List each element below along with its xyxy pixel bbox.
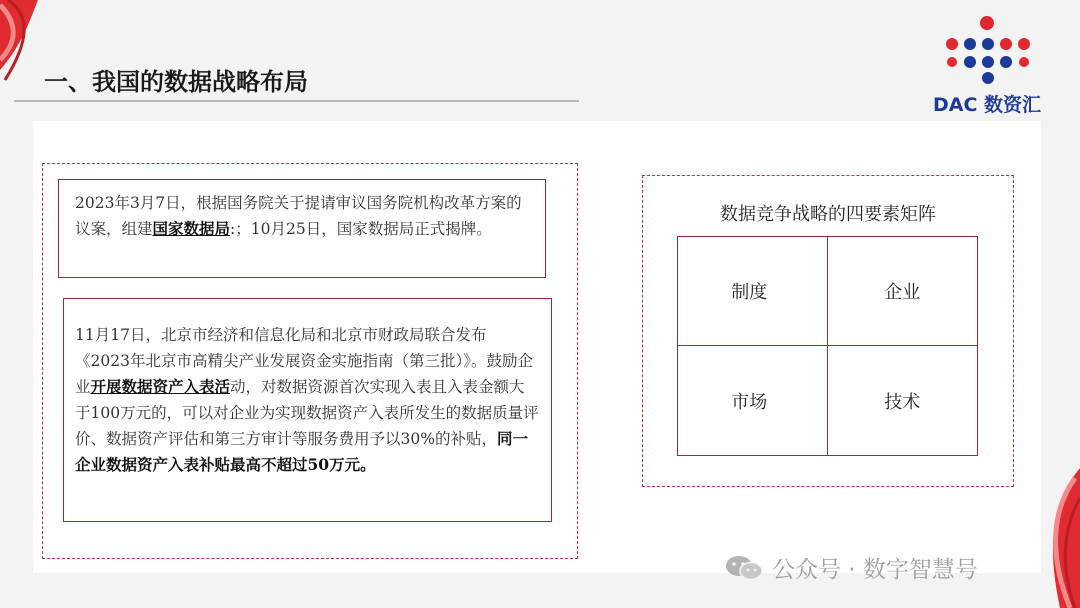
logo-text: DAC 数资汇 xyxy=(933,94,1042,116)
four-element-matrix xyxy=(677,236,978,456)
watermark-text: 公众号 · 数字智慧号 xyxy=(772,557,978,583)
red-ribbon-decoration xyxy=(1035,468,1080,608)
wechat-watermark xyxy=(724,551,978,584)
matrix-cell-market: 市场 xyxy=(678,346,828,455)
emphasis-data-asset-activity: 开展数据资产入表活 xyxy=(90,377,231,396)
wechat-icon xyxy=(724,554,764,582)
matrix-cell-institution: 制度 xyxy=(678,237,828,346)
emphasis-subsidy-cap: 同一企业数据资产入表补贴最高不超过50万元。 xyxy=(75,429,528,474)
matrix-title: 数据竞争战略的四要素矩阵 xyxy=(720,204,936,225)
paragraph-data-bureau: 2023年3月7日，根据国务院关于提请审议国务院机构改革方案的议案，组建国家数据局:；10月25日，国家数据局正式揭牌。 xyxy=(75,194,522,238)
page-title: 一、我国的数据战略布局 xyxy=(44,68,308,96)
matrix-cell-technology: 技术 xyxy=(884,391,921,413)
paragraph-beijing-subsidy: 11月17日，北京市经济和信息化局和北京市财政局联合发布《2023年北京市高精尖产业发展资金实施指南（第三批）》。鼓励企业开展数据资产入表活动，对数据资源首次实现入表且入表金额大于100万元的，可以对企业为实现数据资产入表所发生的数据质量评价、数据资产评估和第三方审计等服务费用予以30%的补贴，同一企业数据资产入表补贴最高不超过50万元。 xyxy=(75,326,539,474)
title-divider xyxy=(14,100,579,102)
matrix-cell-enterprise: 企业 xyxy=(828,237,978,346)
emphasis-national-data-bureau: 国家数据局 xyxy=(152,219,231,238)
